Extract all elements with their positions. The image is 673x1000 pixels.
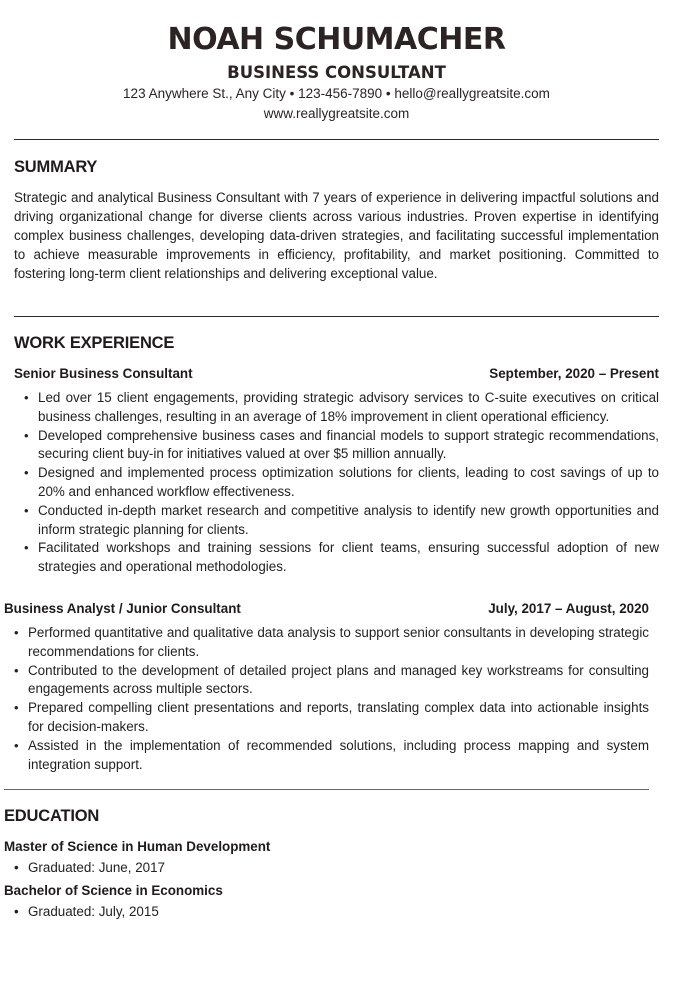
divider: [4, 789, 649, 790]
job-header: [4, 601, 649, 616]
job-header: [14, 366, 659, 381]
job-dates: September, 2020 – Present: [489, 366, 659, 381]
website-link: www.reallygreatsite.com: [263, 106, 410, 121]
job-bullets: [16, 389, 659, 577]
bullet-item: • Contributed to the development of detailed project plans and managed key workstreams for consulting engagements across multiple sectors.: [6, 662, 649, 700]
bullet-item: • Developed comprehensive business cases and financial models to support strategic recommendations, securing client buy-in for initiatives valued at over $5 million annually.: [16, 427, 659, 465]
job-title: Senior Business Consultant: [14, 366, 193, 381]
education-heading: EDUCATION: [4, 807, 100, 825]
resume-header: [0, 0, 673, 124]
bullet-item: • Led over 15 client engagements, providing strategic advisory services to C-suite executives on critical business challenges, resulting in an average of 18% improvement in client operational efficiency.: [16, 389, 659, 427]
divider: [14, 316, 659, 317]
bullet-item: • Prepared compelling client presentations and reports, translating complex data into actionable insights for decision-makers.: [6, 699, 649, 737]
bullet-item: • Facilitated workshops and training sessions for client teams, ensuring successful adoption of new strategies and operational methodologies.: [16, 539, 659, 577]
degree-detail: • Graduated: July, 2015: [6, 904, 159, 919]
job-title: Business Analyst / Junior Consultant: [4, 601, 241, 616]
job-bullets: [6, 624, 649, 774]
contact-line: 123 Anywhere St., Any City • 123-456-7890 • hello@reallygreatsite.com: [123, 86, 550, 101]
divider: [14, 139, 659, 140]
candidate-name: NOAH SCHUMACHER: [167, 22, 506, 57]
candidate-title: BUSINESS CONSULTANT: [227, 63, 446, 82]
degree-title: Master of Science in Human Development: [4, 839, 271, 854]
job-dates: July, 2017 – August, 2020: [488, 601, 649, 616]
degree-detail: • Graduated: June, 2017: [6, 860, 165, 875]
bullet-item: • Designed and implemented process optimization solutions for clients, leading to cost savings of up to 20% and enhanced workflow effectiveness.: [16, 464, 659, 502]
bullet-item: • Conducted in-depth market research and competitive analysis to identify new growth opportunities and inform strategic planning for clients.: [16, 502, 659, 540]
experience-heading: WORK EXPERIENCE: [14, 334, 175, 352]
bullet-item: • Assisted in the implementation of recommended solutions, including process mapping and system integration support.: [6, 737, 649, 775]
summary-text: Strategic and analytical Business Consultant with 7 years of experience in delivering impactful solutions and driving organizational change for diverse clients across various industries. Proven expertise in identifying complex business challenges, developing data-driven strategies, and facilitating successful implementation to achieve measurable improvements in efficiency, profitability, and market positioning. Committed to fostering long-term client relationships and delivering exceptional value.: [14, 190, 659, 281]
summary-heading: SUMMARY: [14, 158, 98, 176]
bullet-item: • Performed quantitative and qualitative data analysis to support senior consultants in developing strategic recommendations for clients.: [6, 624, 649, 662]
degree-title: Bachelor of Science in Economics: [4, 883, 223, 898]
